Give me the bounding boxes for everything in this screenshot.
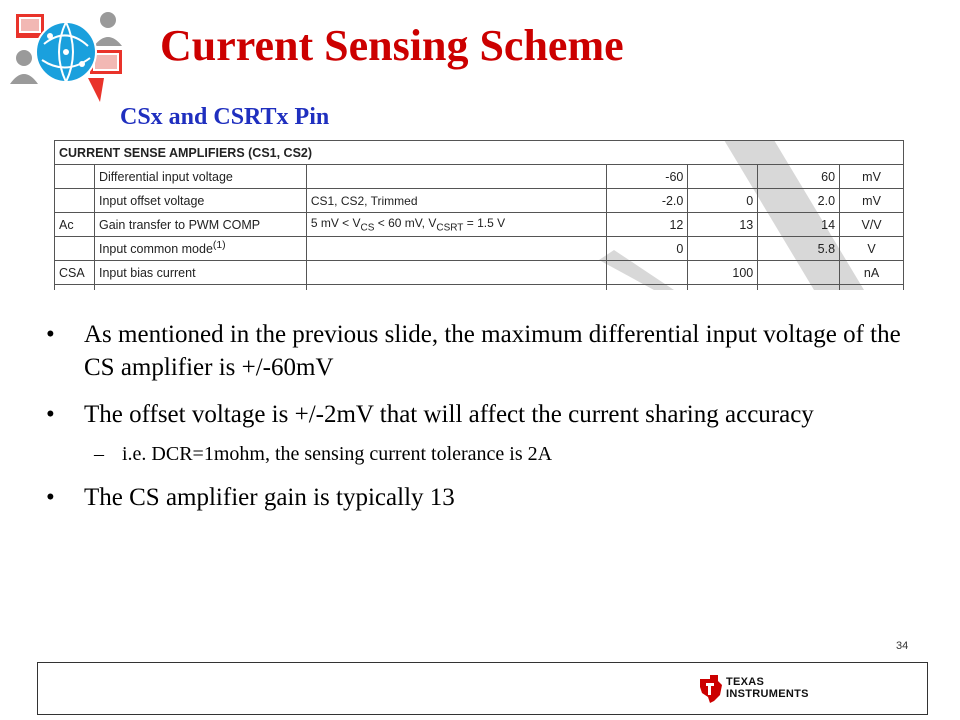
bullet-marker: • [46,321,55,348]
table-section-header: CURRENT SENSE AMPLIFIERS (CS1, CS2) [55,141,904,165]
symbol-cell: Ac [55,213,95,237]
cond-text: = 1.5 V [463,215,506,230]
brand-line-1: TEXAS [726,676,765,688]
min-cell: -2.0 [606,189,688,213]
symbol-cell [55,165,95,189]
symbol-cell [55,189,95,213]
brand-line-2: INSTRUMENTS [726,688,809,700]
parameter-cell: Input bias current [94,261,306,285]
table-row [55,189,904,213]
bullet-item [44,318,914,384]
conditions-cell [306,237,606,261]
bullet-item [44,398,914,467]
texas-instruments-wordmark [726,676,809,700]
sub-bullet-marker: – [94,443,104,465]
unit-cell: nA [840,261,904,285]
table-row [55,237,904,261]
min-cell: 12 [606,213,688,237]
min-cell: 0 [606,237,688,261]
symbol-cell [55,237,95,261]
unit-cell: V/V [840,213,904,237]
slide-title: Current Sensing Scheme [160,21,624,70]
conditions-cell: CS1, CS2, Trimmed [306,189,606,213]
bullet-list [44,318,914,528]
min-cell: -60 [606,165,688,189]
max-cell: 2.0 [758,189,840,213]
bullet-item [44,481,914,514]
table-section-header-row [55,141,904,165]
network-people-icon [4,6,132,102]
sub-bullet-item [94,441,914,467]
bullet-text: As mentioned in the previous slide, the maximum differential input voltage of the CS amplifier is +/-60mV [84,321,901,381]
typ-cell: 13 [688,213,758,237]
max-cell: 5.8 [758,237,840,261]
table-row [55,165,904,189]
bullet-marker: • [46,484,55,511]
symbol-cell: CSA [55,261,95,285]
parameter-cell [94,237,306,261]
unit-cell: mV [840,165,904,189]
cond-subscript: CS [360,222,375,234]
parameter-text: Input common mode [98,242,213,257]
max-cell: 14 [758,213,840,237]
conditions-cell [306,165,606,189]
sub-bullet-text: i.e. DCR=1mohm, the sensing current tolerance is 2A [122,443,553,465]
table-row [55,261,904,285]
typ-cell: 100 [688,261,758,285]
unit-cell: mV [840,189,904,213]
bullet-text: The offset voltage is +/-2mV that will affect the current sharing accuracy [84,401,814,428]
spec-table [54,140,904,290]
parameter-cell: Input offset voltage [94,189,306,213]
unit-cell: V [840,237,904,261]
typ-cell [688,237,758,261]
typ-cell [688,165,758,189]
cond-text: 5 mV < V [310,215,361,230]
bullet-marker: • [46,401,55,428]
spec-table-excerpt [54,140,904,290]
conditions-cell [306,261,606,285]
table-row-cropped [55,285,904,291]
page-number: 34 [896,640,909,652]
max-cell: 60 [758,165,840,189]
max-cell [758,261,840,285]
parameter-cell: Gain transfer to PWM COMP [94,213,306,237]
parameter-cell: Differential input voltage [94,165,306,189]
min-cell [606,261,688,285]
slide-subtitle: CSx and CSRTx Pin [120,104,330,130]
table-row [55,213,904,237]
cond-subscript: CSRT [436,222,464,234]
sub-bullet-list [84,441,914,467]
conditions-cell [306,213,606,237]
cond-text: < 60 mV, V [374,215,437,230]
footnote-mark: (1) [212,240,226,252]
bullet-text: The CS amplifier gain is typically 13 [84,484,455,511]
typ-cell: 0 [688,189,758,213]
